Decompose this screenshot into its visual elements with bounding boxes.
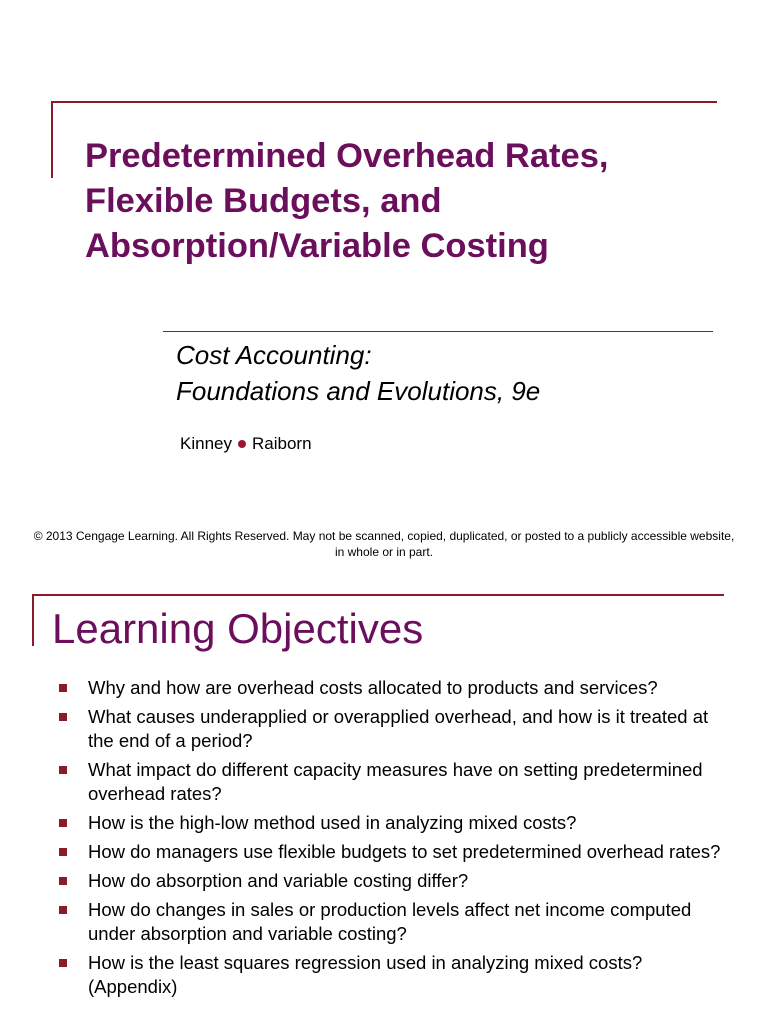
- copyright-notice: © 2013 Cengage Learning. All Rights Reserved. May not be scanned, copied, duplicated, or posted to a publicly accessible website, in whole or in part.: [33, 529, 735, 559]
- objective-text: What impact do different capacity measures have on setting predetermined overhead rates?: [88, 759, 703, 804]
- square-bullet-icon: [59, 906, 67, 914]
- list-item: [0, 840, 768, 864]
- subtitle-line-1: Cost Accounting:: [176, 340, 372, 370]
- objectives-top-rule: [32, 594, 724, 596]
- list-item: [0, 758, 768, 806]
- square-bullet-icon: [59, 819, 67, 827]
- list-item: [0, 869, 768, 893]
- author-separator-dot: [238, 440, 246, 448]
- title-left-rule: [51, 101, 53, 178]
- objective-text: How is the high-low method used in analyzing mixed costs?: [88, 812, 577, 833]
- author-name: Raiborn: [251, 434, 312, 453]
- objective-text: Why and how are overhead costs allocated to products and services?: [88, 677, 658, 698]
- objective-text: How is the least squares regression used in analyzing mixed costs? (Appendix): [88, 952, 643, 997]
- slide-title: [85, 134, 725, 269]
- square-bullet-icon: [59, 684, 67, 692]
- title-line-2: Flexible Budgets, and: [85, 182, 442, 220]
- square-bullet-icon: [59, 713, 67, 721]
- list-item: [0, 811, 768, 835]
- title-top-rule: [51, 101, 717, 103]
- list-item: [0, 951, 768, 999]
- objectives-heading: Learning Objectives: [52, 605, 424, 652]
- objectives-list: [0, 676, 768, 1004]
- book-subtitle: [176, 337, 540, 409]
- square-bullet-icon: [59, 848, 67, 856]
- square-bullet-icon: [59, 877, 67, 885]
- author-name: Kinney: [180, 434, 232, 453]
- subtitle-line-2: Foundations and Evolutions, 9e: [176, 376, 541, 406]
- objective-text: What causes underapplied or overapplied overhead, and how is it treated at the end of a period?: [88, 706, 709, 751]
- square-bullet-icon: [59, 766, 67, 774]
- objective-text: How do absorption and variable costing differ?: [88, 870, 469, 891]
- list-item: [0, 676, 768, 700]
- subtitle-rule: [163, 331, 713, 332]
- authors: [180, 433, 312, 455]
- list-item: [0, 705, 768, 753]
- list-item: [0, 898, 768, 946]
- title-line-1: Predetermined Overhead Rates,: [85, 137, 609, 175]
- objective-text: How do managers use flexible budgets to set predetermined overhead rates?: [88, 841, 721, 862]
- square-bullet-icon: [59, 959, 67, 967]
- objectives-left-rule: [32, 594, 34, 646]
- title-line-3: Absorption/Variable Costing: [85, 227, 549, 265]
- objective-text: How do changes in sales or production levels affect net income computed under absorption and variable costing?: [88, 899, 692, 944]
